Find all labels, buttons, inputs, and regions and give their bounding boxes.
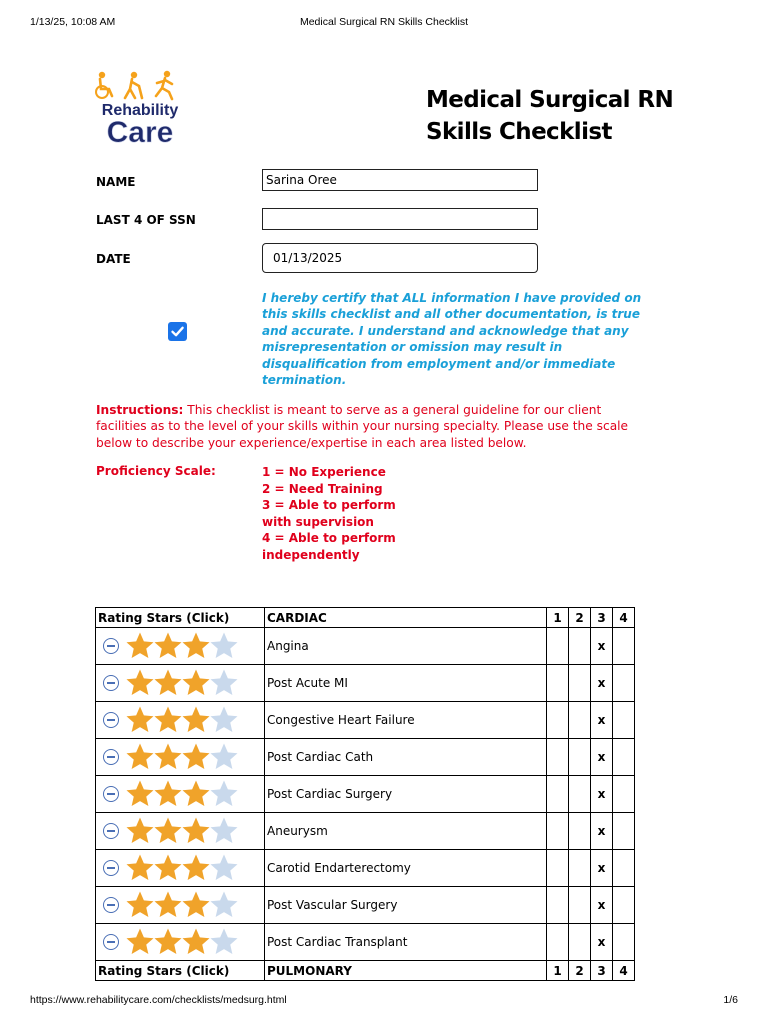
skill-name: Post Cardiac Cath	[265, 739, 547, 776]
star-filled-icon[interactable]	[125, 705, 155, 735]
table-row	[96, 665, 635, 702]
rating-stars	[96, 924, 265, 961]
star-rating-control	[96, 742, 264, 772]
rehabilitycare-logo	[92, 70, 188, 150]
star-filled-icon[interactable]	[125, 742, 155, 772]
level-cell-selected[interactable]: x	[591, 850, 613, 887]
rating-header: Rating Stars (Click)	[96, 608, 265, 628]
star-filled-icon[interactable]	[153, 927, 183, 957]
level-cell[interactable]	[547, 850, 569, 887]
level-header: 1	[547, 608, 569, 628]
level-cell[interactable]	[569, 739, 591, 776]
star-filled-icon[interactable]	[153, 705, 183, 735]
section-name: CARDIAC	[265, 608, 547, 628]
scale-label: Proficiency Scale:	[96, 464, 216, 478]
level-cell[interactable]	[613, 813, 635, 850]
table-row	[96, 702, 635, 739]
title-line-2: Skills Checklist	[426, 119, 612, 145]
table-row	[96, 813, 635, 850]
level-header: 2	[569, 608, 591, 628]
star-filled-icon[interactable]	[153, 816, 183, 846]
clear-rating-icon[interactable]	[103, 823, 119, 839]
level-cell[interactable]	[613, 924, 635, 961]
rating-stars	[96, 850, 265, 887]
table-row	[96, 628, 635, 665]
level-cell[interactable]	[569, 628, 591, 665]
level-cell[interactable]	[569, 813, 591, 850]
section-header-row	[96, 608, 635, 628]
star-filled-icon[interactable]	[153, 779, 183, 809]
skill-name: Angina	[265, 628, 547, 665]
clear-rating-icon[interactable]	[103, 749, 119, 765]
skill-name: Post Acute MI	[265, 665, 547, 702]
instructions-label: Instructions:	[96, 403, 184, 417]
certify-statement: I hereby certify that ALL information I have provided on this skills checklist and all other documentation, is true and accurate. I understand and acknowledge that any misrepresentation or omission may result in disqualification from employment and/or immediate termination.	[262, 291, 642, 388]
rating-stars	[96, 628, 265, 665]
star-empty-icon[interactable]	[209, 927, 239, 957]
clear-rating-icon[interactable]	[103, 786, 119, 802]
level-cell[interactable]	[613, 739, 635, 776]
skill-name: Post Vascular Surgery	[265, 887, 547, 924]
page-title	[426, 84, 673, 148]
level-cell[interactable]	[547, 702, 569, 739]
level-cell[interactable]	[569, 665, 591, 702]
clear-rating-icon[interactable]	[103, 897, 119, 913]
table-row	[96, 776, 635, 813]
level-cell-selected[interactable]: x	[591, 702, 613, 739]
section-header-row	[96, 961, 635, 981]
logo-graphic	[92, 70, 188, 150]
print-page-number: 1/6	[723, 994, 738, 1006]
level-cell[interactable]	[547, 813, 569, 850]
level-header: 4	[613, 608, 635, 628]
star-filled-icon[interactable]	[153, 631, 183, 661]
rating-stars	[96, 739, 265, 776]
star-rating-control	[96, 668, 264, 698]
star-filled-icon[interactable]	[153, 668, 183, 698]
certify-checkbox[interactable]	[168, 322, 187, 341]
checkmark-icon	[168, 322, 187, 341]
level-cell[interactable]	[547, 665, 569, 702]
star-rating-control	[96, 816, 264, 846]
star-empty-icon[interactable]	[209, 631, 239, 661]
star-empty-icon[interactable]	[209, 853, 239, 883]
ssn-field[interactable]	[262, 208, 538, 230]
level-cell-selected[interactable]: x	[591, 887, 613, 924]
level-cell[interactable]	[547, 628, 569, 665]
title-line-1: Medical Surgical RN	[426, 87, 674, 113]
skill-name: Congestive Heart Failure	[265, 702, 547, 739]
scale-item: 4 = Able to perform independently	[262, 531, 396, 562]
scale-item: 2 = Need Training	[262, 481, 383, 496]
clear-rating-icon[interactable]	[103, 675, 119, 691]
table-row	[96, 924, 635, 961]
star-filled-icon[interactable]	[181, 631, 211, 661]
ssn-label: LAST 4 OF SSN	[96, 213, 196, 227]
level-cell[interactable]	[613, 776, 635, 813]
print-timestamp: 1/13/25, 10:08 AM	[30, 16, 116, 28]
clear-rating-icon[interactable]	[103, 860, 119, 876]
star-empty-icon[interactable]	[209, 668, 239, 698]
star-rating-control	[96, 927, 264, 957]
star-empty-icon[interactable]	[209, 890, 239, 920]
name-label: NAME	[96, 175, 136, 189]
level-header: 3	[591, 608, 613, 628]
skills-table-body	[96, 608, 635, 981]
table-row	[96, 739, 635, 776]
rating-stars	[96, 702, 265, 739]
star-filled-icon[interactable]	[125, 668, 155, 698]
rating-stars	[96, 887, 265, 924]
skills-table	[95, 607, 635, 981]
level-cell[interactable]	[613, 850, 635, 887]
star-filled-icon[interactable]	[181, 816, 211, 846]
level-cell-selected[interactable]: x	[591, 739, 613, 776]
clear-rating-icon[interactable]	[103, 638, 119, 654]
logo-line1: Rehability	[101, 102, 179, 119]
star-filled-icon[interactable]	[181, 668, 211, 698]
date-label: DATE	[96, 252, 131, 266]
star-filled-icon[interactable]	[181, 853, 211, 883]
level-header: 3	[591, 961, 613, 981]
star-filled-icon[interactable]	[181, 927, 211, 957]
rating-stars	[96, 665, 265, 702]
logo-line2: Care	[106, 116, 174, 149]
section-name: PULMONARY	[265, 961, 547, 981]
star-rating-control	[96, 779, 264, 809]
scale-item: 1 = No Experience	[262, 465, 386, 479]
clear-rating-icon[interactable]	[103, 712, 119, 728]
skill-name: Carotid Endarterectomy	[265, 850, 547, 887]
star-rating-control	[96, 853, 264, 883]
table-row	[96, 887, 635, 924]
level-cell[interactable]	[613, 887, 635, 924]
skill-name: Aneurysm	[265, 813, 547, 850]
star-filled-icon[interactable]	[153, 853, 183, 883]
rating-stars	[96, 776, 265, 813]
star-rating-control	[96, 890, 264, 920]
level-cell[interactable]	[547, 887, 569, 924]
level-cell[interactable]	[613, 665, 635, 702]
star-filled-icon[interactable]	[125, 927, 155, 957]
skill-name: Post Cardiac Surgery	[265, 776, 547, 813]
level-cell[interactable]	[569, 776, 591, 813]
star-empty-icon[interactable]	[209, 779, 239, 809]
star-filled-icon[interactable]	[181, 742, 211, 772]
level-cell[interactable]	[547, 776, 569, 813]
star-filled-icon[interactable]	[153, 890, 183, 920]
star-rating-control	[96, 705, 264, 735]
star-filled-icon[interactable]	[125, 631, 155, 661]
level-cell[interactable]	[569, 850, 591, 887]
star-empty-icon[interactable]	[209, 705, 239, 735]
level-cell[interactable]	[569, 924, 591, 961]
level-header: 4	[613, 961, 635, 981]
level-cell[interactable]	[547, 924, 569, 961]
instructions	[96, 402, 636, 451]
star-filled-icon[interactable]	[125, 890, 155, 920]
skill-name: Post Cardiac Transplant	[265, 924, 547, 961]
level-cell-selected[interactable]: x	[591, 776, 613, 813]
print-title: Medical Surgical RN Skills Checklist	[299, 16, 469, 28]
star-filled-icon[interactable]	[181, 779, 211, 809]
star-filled-icon[interactable]	[181, 705, 211, 735]
level-cell[interactable]	[569, 702, 591, 739]
star-rating-control	[96, 631, 264, 661]
table-row	[96, 850, 635, 887]
scale-item: 3 = Able to perform with supervision	[262, 498, 396, 529]
rating-stars	[96, 813, 265, 850]
scale-list	[262, 464, 422, 564]
star-filled-icon[interactable]	[125, 816, 155, 846]
name-field[interactable]: Sarina Oree	[262, 169, 538, 191]
level-header: 2	[569, 961, 591, 981]
print-url: https://www.rehabilitycare.com/checklists/medsurg.html	[30, 994, 287, 1006]
level-cell[interactable]	[613, 628, 635, 665]
level-cell-selected[interactable]: x	[591, 813, 613, 850]
level-cell-selected[interactable]: x	[591, 665, 613, 702]
level-cell-selected[interactable]: x	[591, 628, 613, 665]
level-cell-selected[interactable]: x	[591, 924, 613, 961]
date-field[interactable]: 01/13/2025	[262, 243, 538, 273]
level-header: 1	[547, 961, 569, 981]
rating-header: Rating Stars (Click)	[96, 961, 265, 981]
star-filled-icon[interactable]	[125, 853, 155, 883]
instructions-text: This checklist is meant to serve as a general guideline for our client facilities as to the level of your skills within your nursing specialty. Please use the scale below to describe your experience/expertise in each area listed below.	[96, 403, 629, 450]
star-filled-icon[interactable]	[181, 890, 211, 920]
clear-rating-icon[interactable]	[103, 934, 119, 950]
level-cell[interactable]	[569, 887, 591, 924]
star-empty-icon[interactable]	[209, 742, 239, 772]
star-filled-icon[interactable]	[153, 742, 183, 772]
level-cell[interactable]	[547, 739, 569, 776]
star-filled-icon[interactable]	[125, 779, 155, 809]
star-empty-icon[interactable]	[209, 816, 239, 846]
level-cell[interactable]	[613, 702, 635, 739]
